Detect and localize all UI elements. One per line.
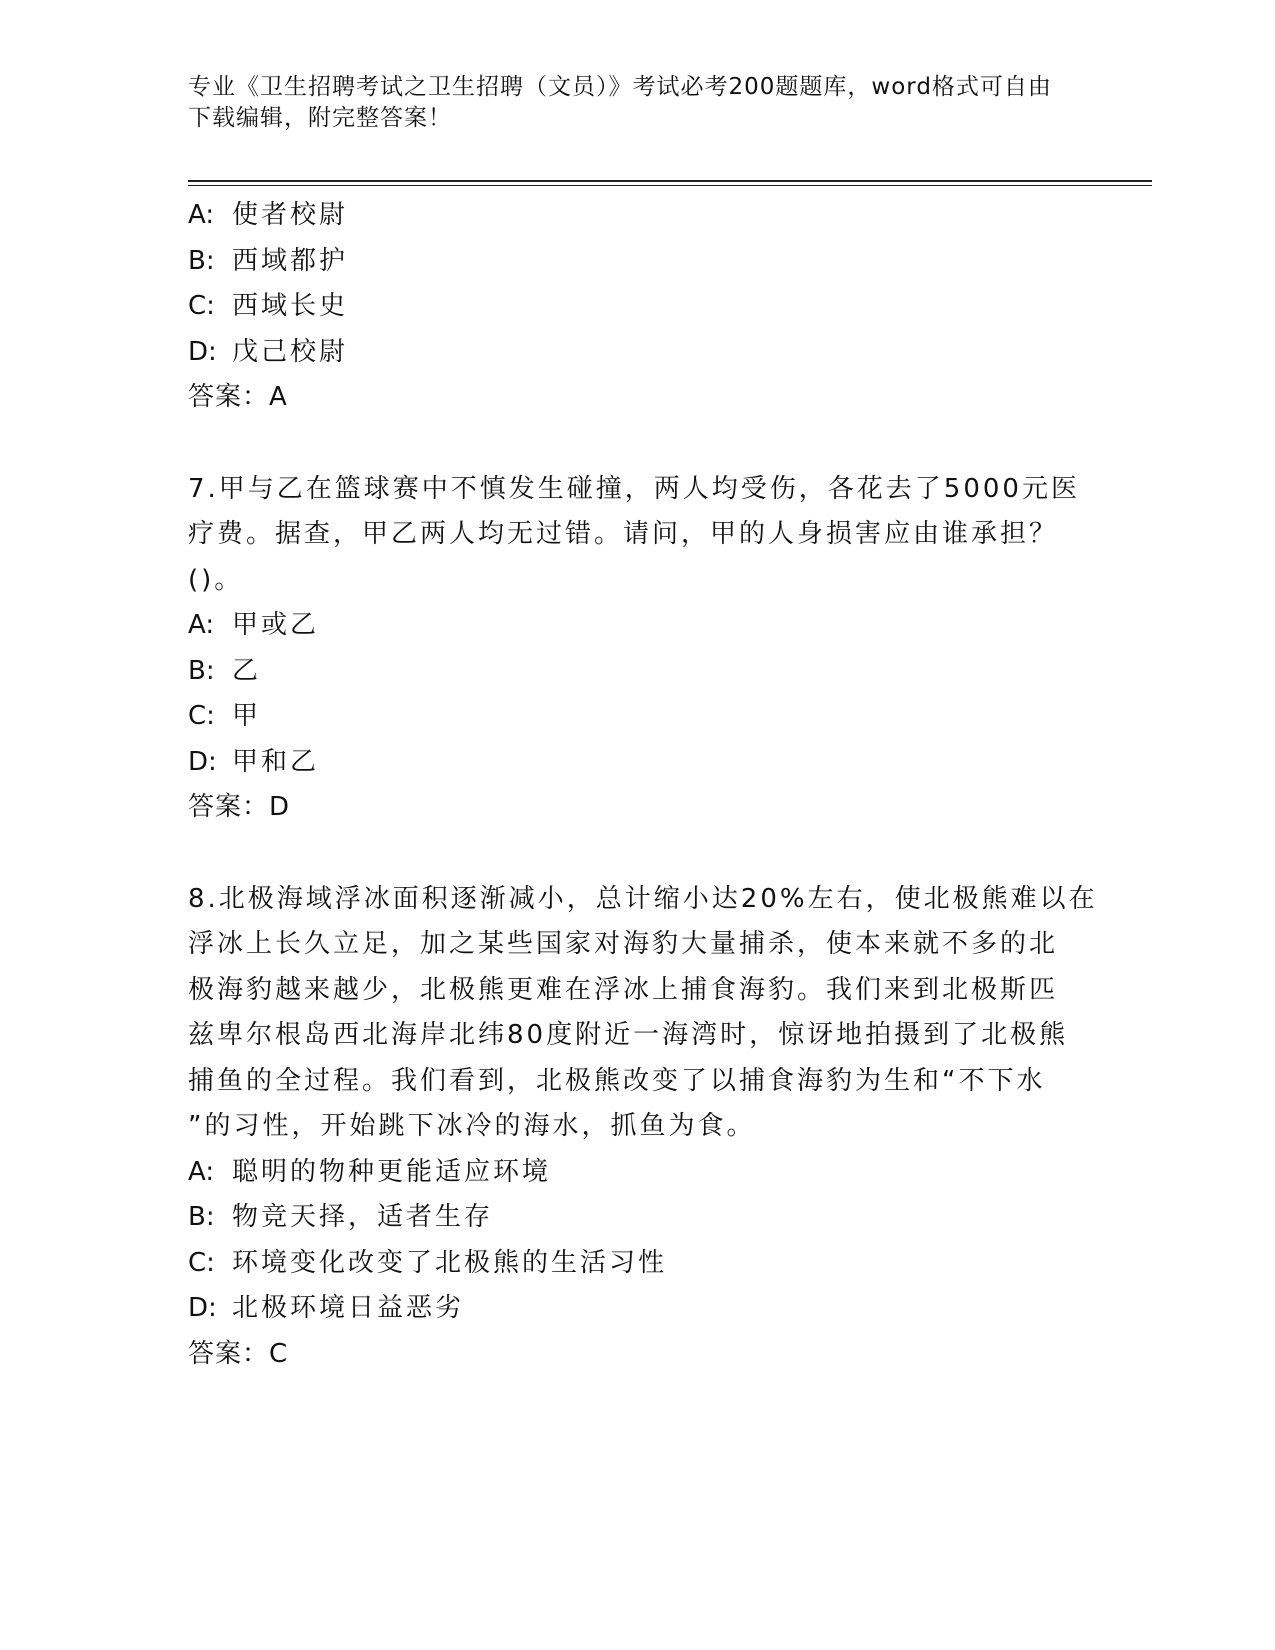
option-c [188, 694, 1088, 740]
question-content [188, 193, 1098, 1377]
question-7 [188, 467, 1088, 831]
question-stem-line: ()。 [188, 564, 244, 595]
option-d [188, 740, 1088, 786]
option-d [188, 330, 1088, 376]
option-text: 戊己校尉 [232, 336, 349, 367]
question-stem-line: 极海豹越来越少，北极熊更难在浮冰上捕食海豹。我们来到北极斯匹 [188, 974, 1059, 1005]
option-text: 环境变化改变了北极熊的生活习性 [232, 1247, 668, 1278]
option-d [188, 1286, 1088, 1332]
header-rule-thick [188, 180, 1152, 182]
option-letter: C: [188, 701, 215, 731]
option-a [188, 603, 1088, 649]
question-8 [188, 877, 1098, 1378]
option-c [188, 1241, 1088, 1287]
question-stem-line: 8.北极海域浮冰面积逐渐减小，总计缩小达20%左右，使北极熊难以在 [188, 883, 1098, 914]
question-stem-line: ”的习性，开始跳下冰冷的海水，抓鱼为食。 [188, 1111, 756, 1141]
option-text: 西域长史 [232, 291, 349, 321]
option-text: 甲或乙 [232, 610, 320, 640]
option-letter: C: [188, 1247, 215, 1278]
option-text: 聪明的物种更能适应环境 [232, 1156, 552, 1187]
option-letter: D: [188, 1293, 217, 1323]
option-text: 北极环境日益恶劣 [232, 1293, 465, 1323]
option-text: 物竞天择，适者生存 [232, 1202, 494, 1232]
option-letter: B: [188, 245, 215, 276]
option-letter: A: [188, 200, 215, 230]
option-letter: A: [188, 1156, 215, 1187]
option-letter: C: [188, 291, 215, 321]
option-letter: D: [188, 336, 217, 367]
option-b [188, 239, 1088, 285]
question-stem-line: 7.甲与乙在篮球赛中不慎发生碰撞，两人均受伤，各花去了5000元医 [188, 473, 1080, 504]
option-text: 使者校尉 [232, 200, 349, 230]
spacer [188, 421, 1088, 467]
option-text: 西域都护 [232, 245, 349, 276]
answer-line: 答案：A [188, 382, 288, 412]
question-stem-line: 兹卑尔根岛西北海岸北纬80度附近一海湾时，惊讶地拍摄到了北极熊 [188, 1020, 1069, 1050]
answer-line: 答案：D [188, 792, 291, 822]
option-text: 甲和乙 [232, 746, 320, 777]
option-a [188, 1150, 1088, 1196]
spacer [188, 831, 1088, 877]
option-letter: B: [188, 655, 215, 686]
option-b [188, 649, 1088, 695]
option-a [188, 193, 1088, 239]
option-c [188, 284, 1088, 330]
question-stem-line: 捕鱼的全过程。我们看到，北极熊改变了以捕食海豹为生和“不下水 [188, 1065, 1046, 1096]
question-6 [188, 193, 1088, 421]
question-stem-line: 浮冰上长久立足，加之某些国家对海豹大量捕杀，使本来就不多的北 [188, 929, 1059, 959]
option-letter: A: [188, 610, 215, 640]
option-b [188, 1195, 1088, 1241]
option-text: 乙 [232, 655, 262, 686]
option-text: 甲 [232, 701, 262, 731]
header-rule-thin [188, 185, 1152, 186]
option-letter: D: [188, 746, 217, 777]
option-letter: B: [188, 1202, 215, 1232]
answer-line: 答案：C [188, 1338, 289, 1369]
document-header: 专业《卫生招聘考试之卫生招聘（文员）》考试必考200题题库，word格式可自由下载编辑，附完整答案！ [188, 74, 1052, 131]
question-stem-line: 疗费。据查，甲乙两人均无过错。请问，甲的人身损害应由谁承担？ [188, 519, 1059, 549]
